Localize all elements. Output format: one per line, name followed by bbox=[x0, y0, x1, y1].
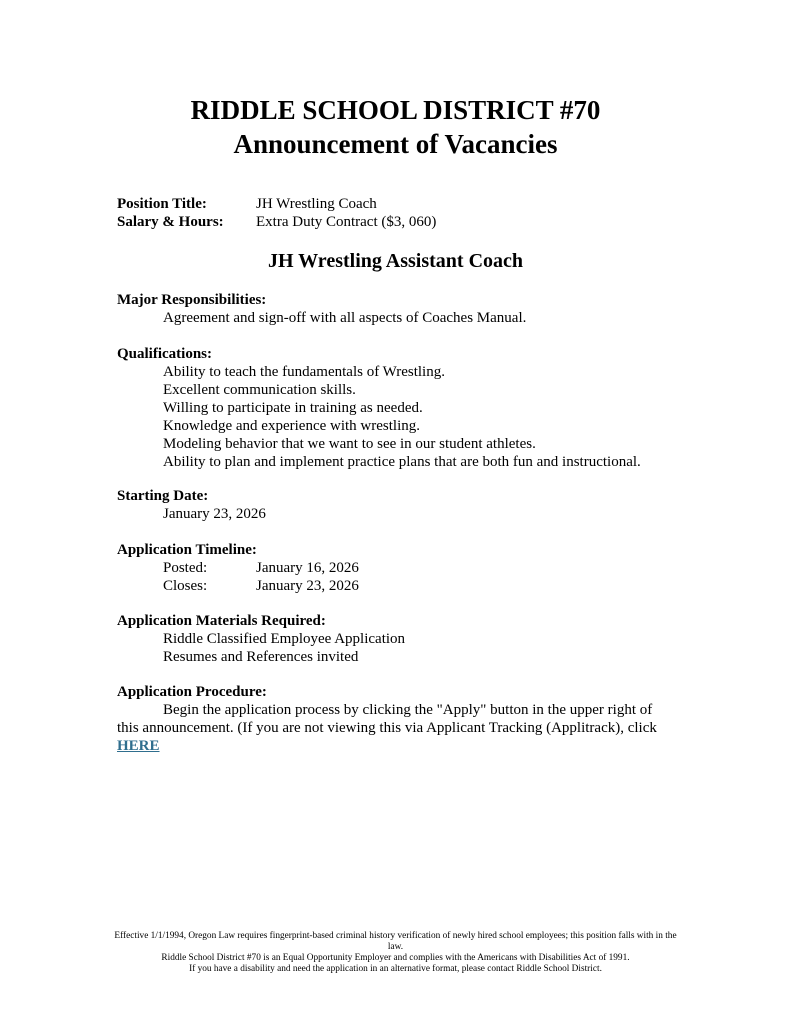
posted-row bbox=[117, 559, 359, 577]
starting-date-value: January 23, 2026 bbox=[163, 506, 266, 522]
district-title: RIDDLE SCHOOL DISTRICT #70 bbox=[190, 95, 601, 125]
position-title-value: JH Wrestling Coach bbox=[256, 196, 377, 212]
materials-heading: Application Materials Required: bbox=[117, 613, 326, 629]
posted-value: January 16, 2026 bbox=[256, 560, 359, 576]
list-item: Willing to participate in training as needed. bbox=[163, 400, 423, 416]
list-item: Riddle Classified Employee Application bbox=[163, 631, 406, 647]
starting-date-heading: Starting Date: bbox=[117, 488, 209, 504]
procedure-heading: Application Procedure: bbox=[117, 684, 267, 700]
timeline-heading: Application Timeline: bbox=[117, 542, 257, 558]
responsibilities-section bbox=[117, 291, 526, 327]
salary-value: Extra Duty Contract ($3, 060) bbox=[256, 214, 437, 230]
materials-section bbox=[117, 612, 405, 666]
procedure-body: Begin the application process by clicking the "Apply" button in the upper right of this announcement. (If you are not viewing this via Applicant Tracking (Applitrack), click bbox=[117, 702, 657, 736]
list-item: Agreement and sign-off with all aspects of Coaches Manual. bbox=[163, 310, 527, 326]
procedure-text bbox=[117, 701, 677, 755]
list-item: Resumes and References invited bbox=[163, 649, 359, 665]
announcement-title: Announcement of Vacancies bbox=[233, 129, 558, 159]
footer-line: Effective 1/1/1994, Oregon Law requires fingerprint-based criminal history verification of newly hired school employees; this position falls with in the law. bbox=[114, 931, 677, 952]
timeline-section bbox=[117, 541, 359, 595]
closes-value: January 23, 2026 bbox=[256, 578, 359, 594]
salary-row bbox=[117, 213, 436, 231]
position-subtitle: JH Wrestling Assistant Coach bbox=[267, 250, 524, 272]
salary-label: Salary & Hours: bbox=[117, 214, 224, 230]
list-item: Excellent communication skills. bbox=[163, 382, 356, 398]
posted-label: Posted: bbox=[163, 560, 208, 576]
starting-date-section bbox=[117, 487, 266, 523]
position-title-row bbox=[117, 195, 377, 213]
list-item: Ability to plan and implement practice plans that are both fun and instructional. bbox=[163, 454, 641, 470]
list-item: Modeling behavior that we want to see in our student athletes. bbox=[163, 436, 536, 452]
responsibilities-heading: Major Responsibilities: bbox=[117, 292, 267, 308]
list-item: Ability to teach the fundamentals of Wrestling. bbox=[163, 364, 445, 380]
footer-line: Riddle School District #70 is an Equal Opportunity Employer and complies with the Americans with Disabilities Act of 1991. bbox=[161, 953, 630, 963]
list-item: Knowledge and experience with wrestling. bbox=[163, 418, 420, 434]
procedure-section bbox=[117, 683, 677, 755]
qualifications-heading: Qualifications: bbox=[117, 346, 213, 362]
closes-label: Closes: bbox=[163, 578, 208, 594]
position-title-label: Position Title: bbox=[117, 196, 207, 212]
footer-line: If you have a disability and need the application in an alternative format, please contact Riddle School District. bbox=[189, 964, 602, 974]
closes-row bbox=[117, 577, 359, 595]
qualifications-section bbox=[117, 345, 641, 471]
here-link[interactable]: HERE bbox=[117, 738, 160, 754]
footer-notice bbox=[110, 931, 681, 975]
